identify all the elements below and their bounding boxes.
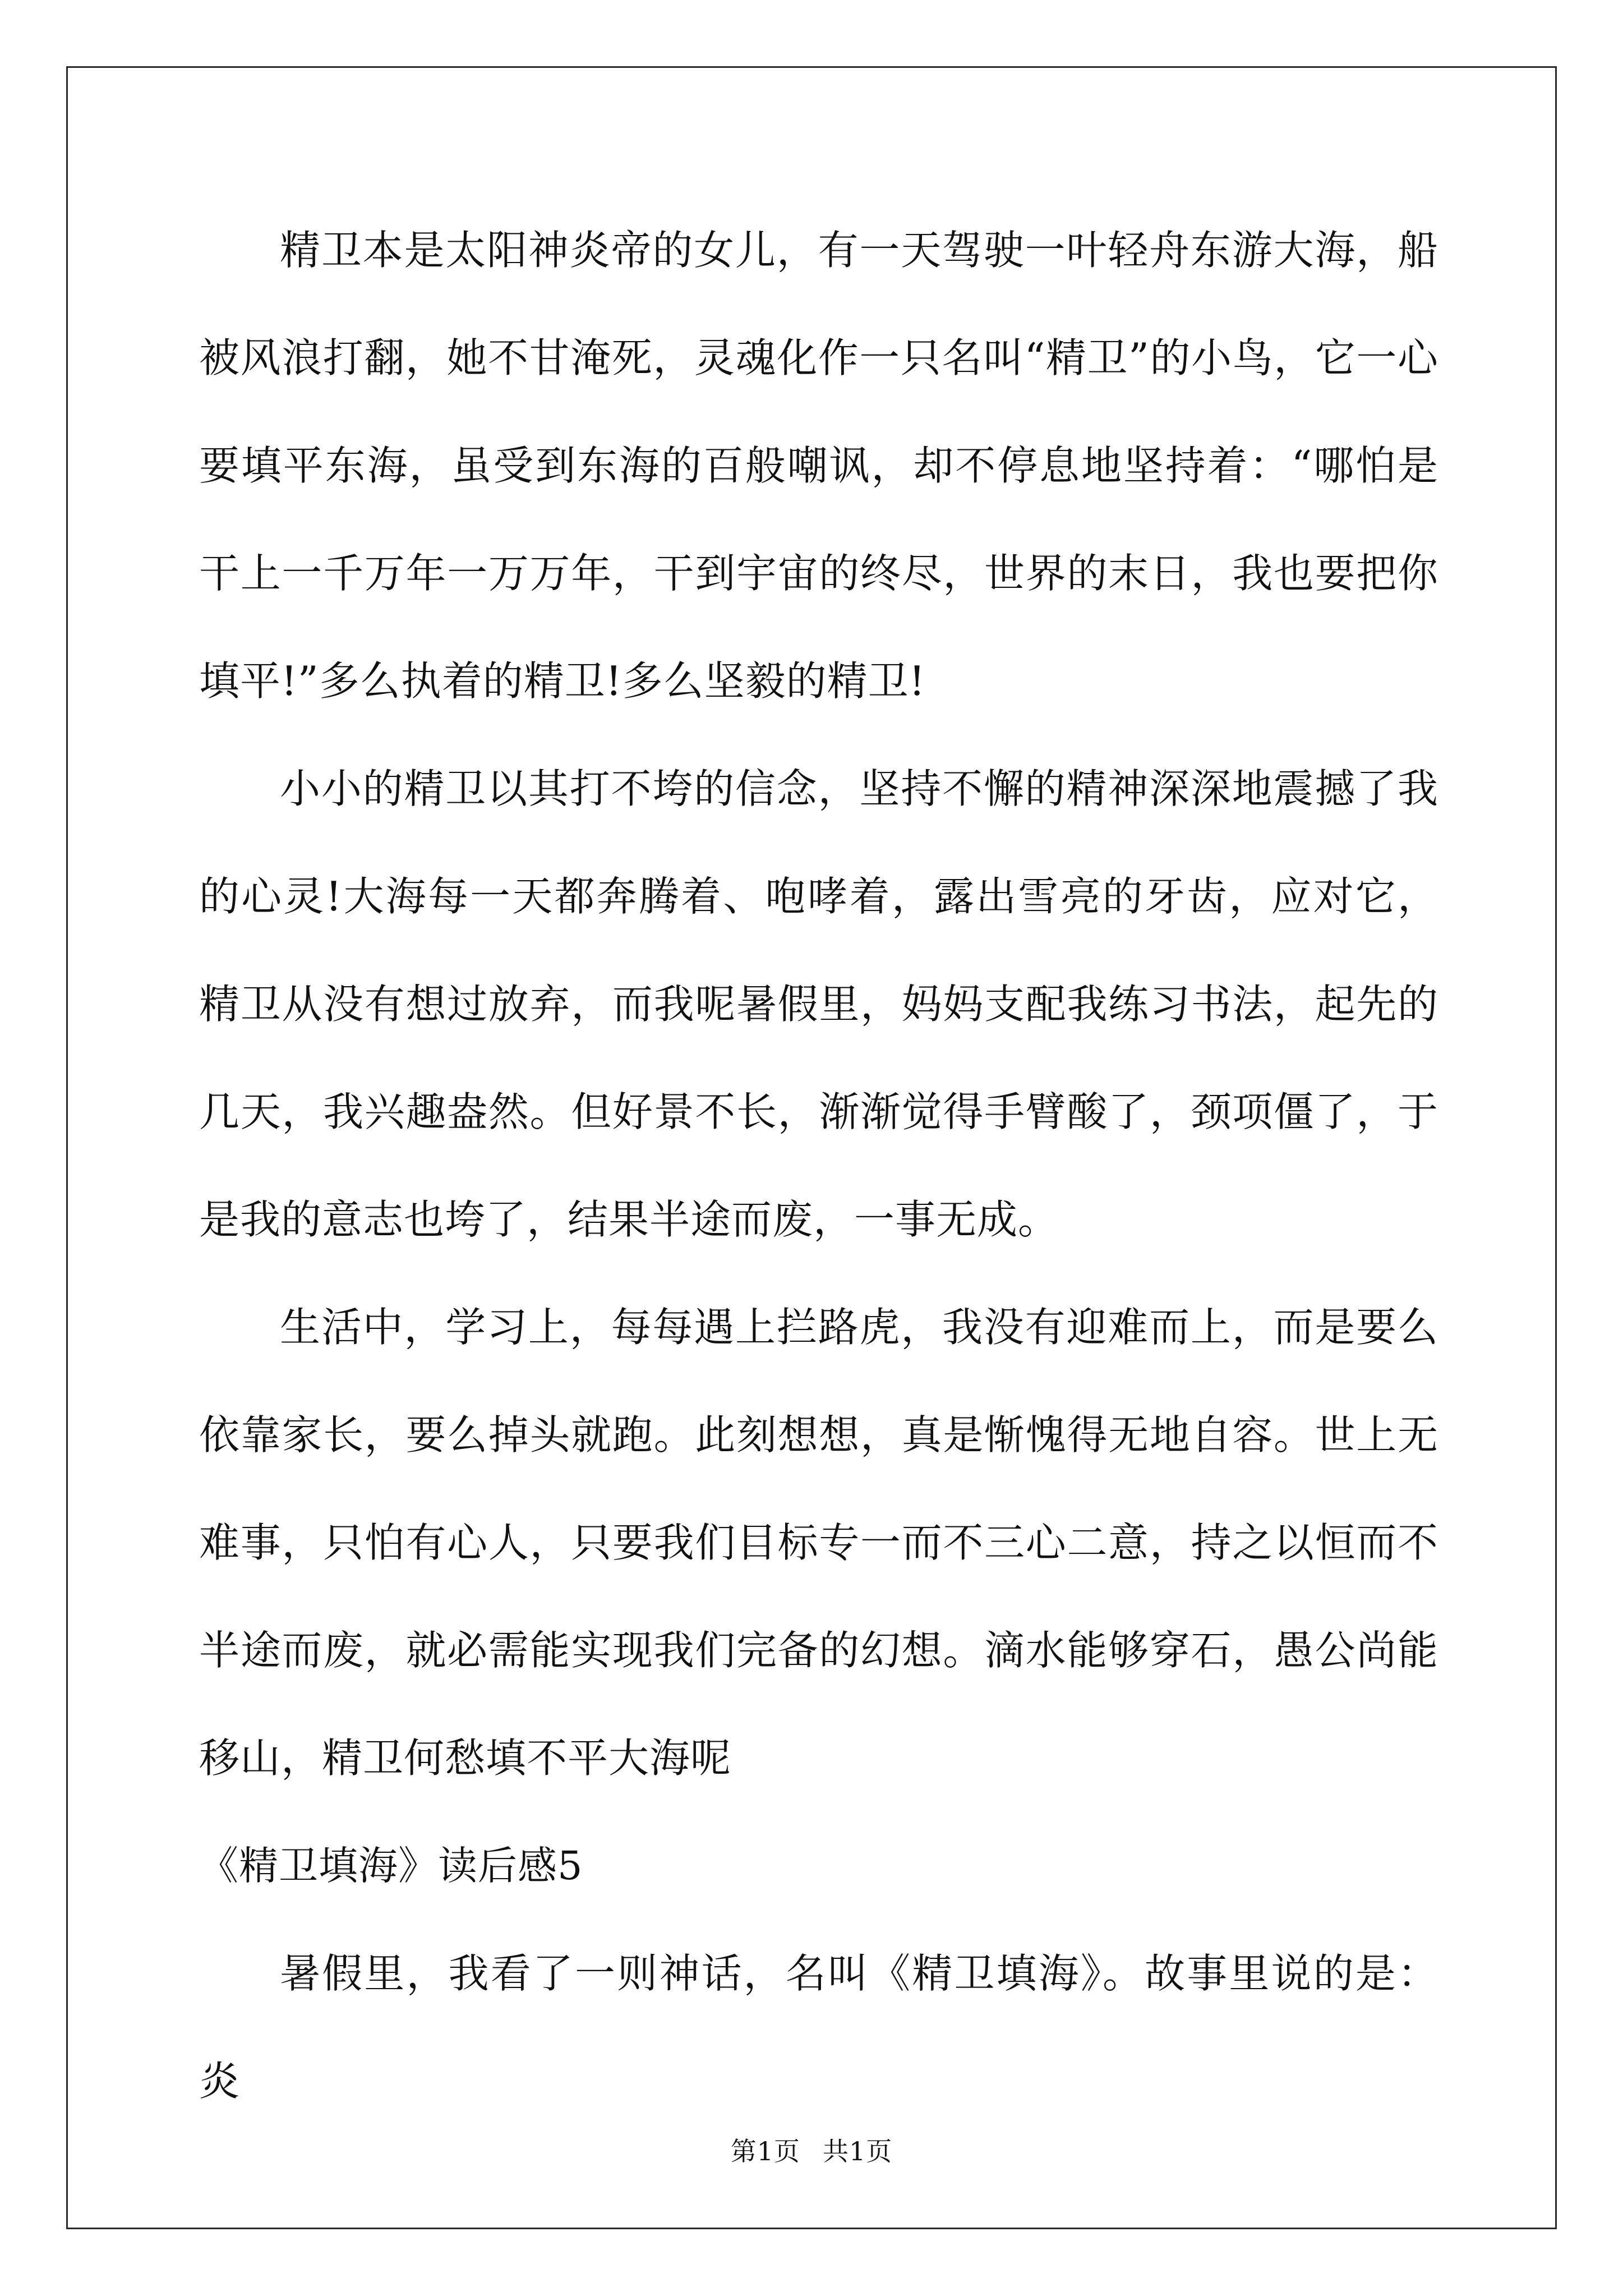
paragraph-2: 小小的精卫以其打不垮的信念，坚持不懈的精神深深地震撼了我的心灵!大海每一天都奔腾着、咆哮着，露出雪亮的牙齿，应对它，精卫从没有想过放弃，而我呢暑假里，妈妈支配我练习书法，起先的几天，我兴趣盎然。但好景不长，渐渐觉得手臂酸了，颈项僵了，于是我的意志也垮了，结果半途而废，一事无成。: [199, 765, 1438, 1243]
document-body: [199, 196, 1438, 2135]
paragraph-3: 生活中，学习上，每每遇上拦路虎，我没有迎难而上，而是要么依靠家长，要么掉头就跑。此刻想想，真是惭愧得无地自容。世上无难事，只怕有心人，只要我们目标专一而不三心二意，持之以恒而不半途而废，就必需能实现我们完备的幻想。滴水能够穿石，愚公尚能移山，精卫何愁填不平大海呢: [199, 1304, 1438, 1782]
page-number-total: 共1页: [823, 2136, 893, 2166]
paragraph-4: 暑假里，我看了一则神话，名叫《精卫填海》。故事里说的是：炎: [199, 1950, 1438, 2105]
page-footer: [0, 2134, 1623, 2168]
paragraph-1: 精卫本是太阳神炎帝的女儿，有一天驾驶一叶轻舟东游大海，船被风浪打翻，她不甘淹死，灵魂化作一只名叫“精卫”的小鸟，它一心要填平东海，虽受到东海的百般嘲讽，却不停息地坚持着：“哪怕是干上一千万年一万万年，干到宇宙的终尽，世界的末日，我也要把你填平!”多么执着的精卫!多么坚毅的精卫!: [199, 227, 1438, 705]
section-heading: 《精卫填海》读后感5: [199, 1843, 583, 1889]
page-number-current: 第1页: [730, 2136, 800, 2166]
